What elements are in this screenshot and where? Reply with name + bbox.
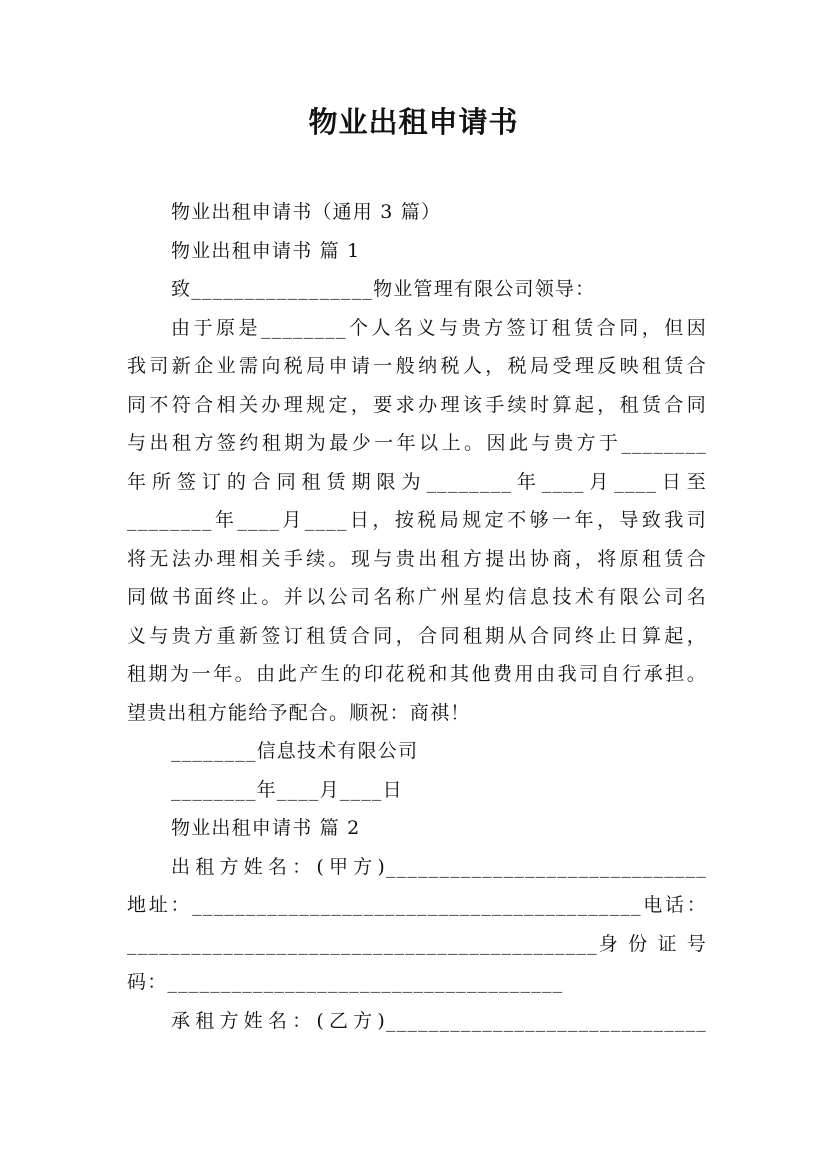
salutation-line: 致_________________物业管理有限公司领导： [171, 278, 596, 300]
signature-company-line: ________信息技术有限公司 [171, 740, 419, 762]
paragraph-line: ________年____月____日，按税局规定不够一年，导致我司 [127, 509, 707, 531]
paragraph-line: 同不符合相关办理规定，要求办理该手续时算起，租赁合同 [127, 393, 707, 416]
paragraph-line: 年所签订的合同租赁期限为________年____月____日至 [127, 470, 707, 493]
paragraph-line: 由于原是________个人名义与贵方签订租赁合同，但因 [171, 316, 707, 339]
paragraph-line: 义与贵方重新签订租赁合同，合同租期从合同终止日算起， [127, 624, 707, 647]
lessor-name-line: 出租方姓名：(甲方)______________________________ [171, 855, 707, 878]
section-heading-1: 物业出租申请书 篇 1 [171, 239, 361, 262]
paragraph-line: 将无法办理相关手续。现与贵出租方提出协商，将原租赁合 [127, 547, 707, 570]
paragraph-line: 同做书面终止。并以公司名称广州星灼信息技术有限公司名 [127, 586, 707, 608]
document-title: 物业出租申请书 [308, 105, 519, 139]
paragraph-line: 租期为一年。由此产生的印花税和其他费用由我司自行承担。 [127, 663, 707, 685]
section-heading-2: 物业出租申请书 篇 2 [171, 817, 361, 839]
subtitle-line: 物业出租申请书（通用 3 篇） [171, 201, 442, 223]
id-number-continued-line: 码：_____________________________________ [127, 971, 564, 993]
id-number-line: ____________________________________________身 份 证 号 [127, 932, 707, 955]
address-phone-line: 地址：__________________________________________电话： [127, 894, 707, 916]
document-body [127, 193, 707, 1040]
paragraph-line: 与出租方签约租期为最少一年以上。因此与贵方于________ [127, 432, 707, 454]
paragraph-line: 望贵出租方能给予配合。顺祝：商祺！ [127, 701, 471, 724]
signature-date-line: ________年____月____日 [171, 778, 403, 801]
lessee-name-line: 承租方姓名：(乙方)______________________________ [171, 1009, 707, 1032]
paragraph-line: 我司新企业需向税局申请一般纳税人，税局受理反映租赁合 [127, 355, 707, 377]
